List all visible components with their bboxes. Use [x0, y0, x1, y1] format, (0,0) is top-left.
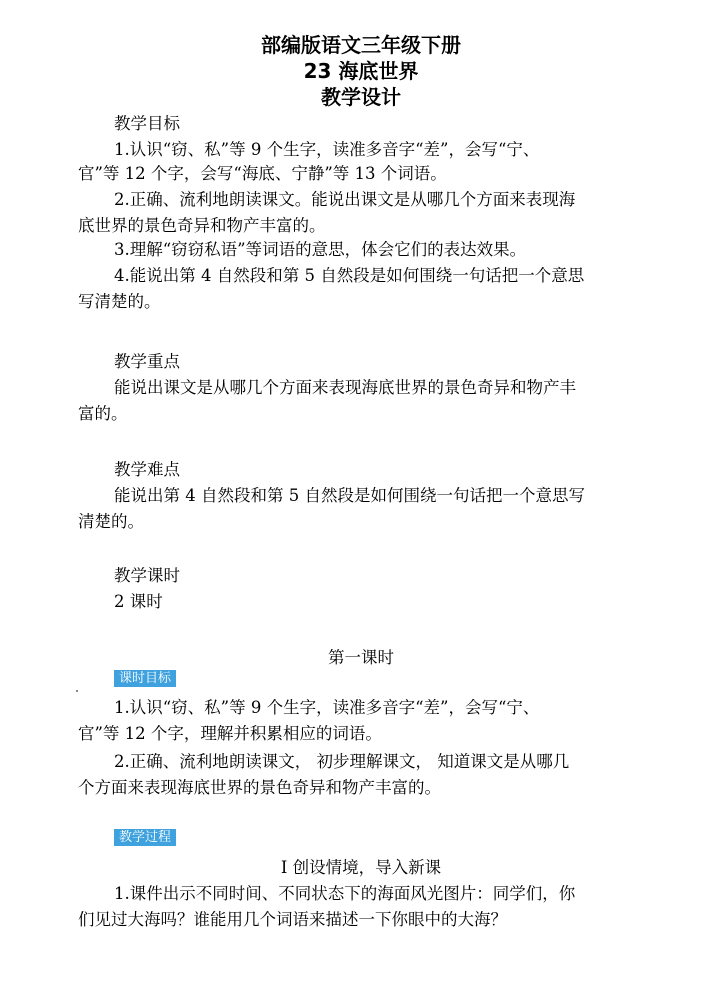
goal-4-line-2: 写清楚的。	[78, 292, 161, 311]
step-1-line-1: 1.课件出示不同时间、不同状态下的海面风光图片：同学们，你	[114, 884, 576, 903]
period-goals-tag: 课时目标	[114, 670, 176, 687]
step-1-line-2: 们见过大海吗？谁能用几个词语来描述一下你眼中的大海？	[78, 910, 507, 929]
period-goal-1-line-2: 官”等 12 个字，理解并积累相应的词语。	[78, 724, 382, 743]
doc-title-grade: 部编版语文三年级下册	[261, 33, 461, 57]
goal-3: 3.理解“窃窃私语”等词语的意思，体会它们的表达效果。	[114, 240, 527, 259]
difficulties-line-1: 能说出第 4 自然段和第 5 自然段是如何围绕一句话把一个意思写	[114, 486, 585, 505]
period-goal-2-line-2: 个方面来表现海底世界的景色奇异和物产丰富的。	[78, 778, 441, 797]
key-points-heading: 教学重点	[114, 352, 180, 371]
difficulties-heading: 教学难点	[114, 460, 180, 479]
goal-2-line-1: 2.正确、流利地朗读课文。能说出课文是从哪几个方面来表现海	[114, 190, 576, 209]
teaching-process-tag: 教学过程	[114, 829, 176, 846]
difficulties-line-2: 清楚的。	[78, 512, 144, 531]
key-points-line-2: 富的。	[78, 404, 128, 423]
period-goal-2-line-1: 2.正确、流利地朗读课文， 初步理解课文， 知道课文是从哪几	[114, 752, 570, 771]
period-goal-1-line-1: 1.认识“窃、私”等 9 个生字，读准多音字“差”，会写“宁、	[114, 698, 540, 717]
section-1-title: Ⅰ 创设情境，导入新课	[280, 858, 442, 877]
key-points-line-1: 能说出课文是从哪几个方面来表现海底世界的景色奇异和物产丰	[114, 378, 576, 397]
goal-2-line-2: 底世界的景色奇异和物产丰富的。	[78, 216, 326, 235]
stray-mark	[76, 690, 78, 692]
goals-heading: 教学目标	[114, 114, 180, 133]
first-period-title: 第一课时	[328, 648, 394, 667]
goal-1-line-1: 1.认识“窃、私”等 9 个生字，读准多音字“差”，会写“宁、	[114, 140, 540, 159]
periods-heading: 教学课时	[114, 566, 180, 585]
goal-1-line-2: 官”等 12 个字，会写“海底、宁静”等 13 个词语。	[78, 164, 447, 183]
doc-title-lesson: 23 海底世界	[303, 59, 419, 83]
goal-4-line-1: 4.能说出第 4 自然段和第 5 自然段是如何围绕一句话把一个意思	[114, 266, 585, 285]
periods-value: 2 课时	[114, 592, 163, 611]
doc-title-type: 教学设计	[321, 85, 401, 109]
